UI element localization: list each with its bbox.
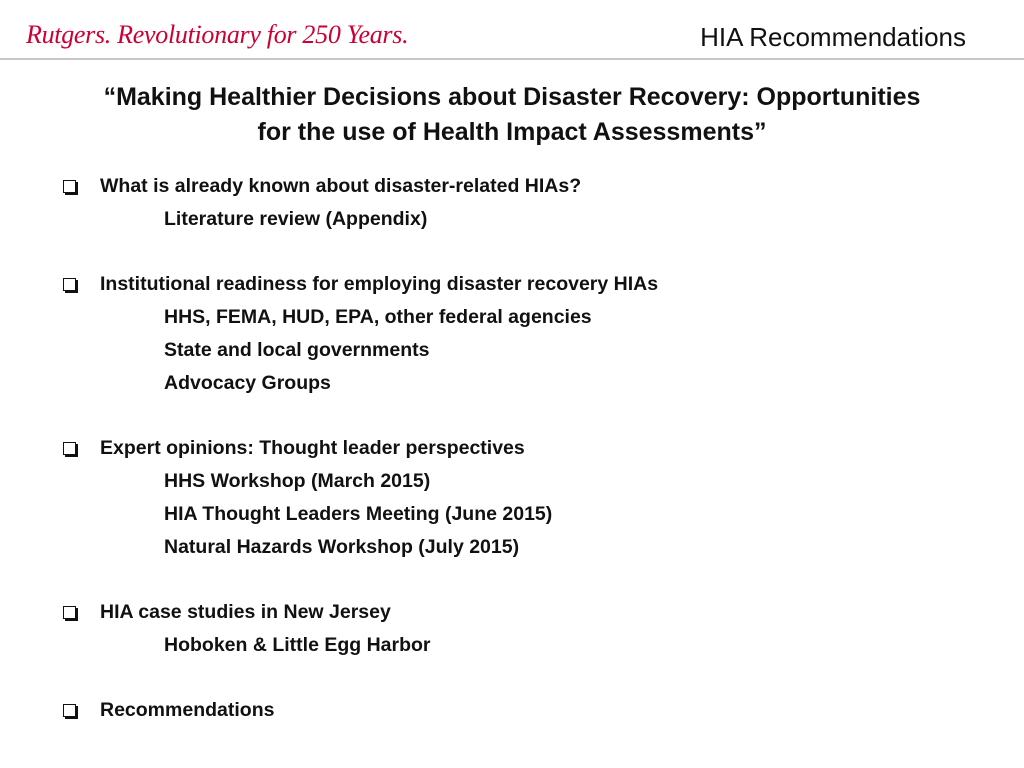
- bullet-label: HIA case studies in New Jersey: [100, 601, 391, 623]
- sub-item: Advocacy Groups: [164, 372, 331, 394]
- bullet-known-hias: [60, 170, 960, 203]
- checkbox-bullet-icon: [63, 278, 76, 291]
- bullet-label: Recommendations: [100, 699, 275, 721]
- slide-title-line-1: “Making Healthier Decisions about Disaster Recovery: Opportunities: [103, 83, 921, 111]
- sub-item: State and local governments: [164, 339, 430, 361]
- sub-item: HHS Workshop (March 2015): [164, 470, 431, 492]
- sub-item: HIA Thought Leaders Meeting (June 2015): [164, 503, 553, 525]
- checkbox-bullet-icon: [63, 606, 76, 619]
- slide-header: [0, 0, 1024, 60]
- sub-item: Hoboken & Little Egg Harbor: [164, 634, 431, 656]
- bullet-label: What is already known about disaster-related HIAs?: [100, 175, 582, 197]
- header-divider: [0, 58, 1024, 60]
- bullet-label: Institutional readiness for employing disaster recovery HIAs: [100, 273, 659, 295]
- slide-title: [20, 80, 1004, 150]
- slide-content: [60, 170, 960, 759]
- bullet-case-studies: [60, 596, 960, 629]
- section-institutional-readiness: [60, 268, 960, 400]
- sub-item: Literature review (Appendix): [164, 208, 428, 230]
- bullet-expert-opinions: [60, 432, 960, 465]
- checkbox-bullet-icon: [63, 704, 76, 717]
- checkbox-bullet-icon: [63, 180, 76, 193]
- bullet-label: Expert opinions: Thought leader perspectives: [100, 437, 525, 459]
- section-case-studies: [60, 596, 960, 662]
- slide-title-line-2: for the use of Health Impact Assessments”: [257, 118, 767, 146]
- slide-section-label: HIA Recommendations: [700, 22, 966, 52]
- section-known-hias: [60, 170, 960, 236]
- section-expert-opinions: [60, 432, 960, 564]
- bullet-recommendations: [60, 694, 960, 727]
- sub-item: Natural Hazards Workshop (July 2015): [164, 536, 520, 558]
- bullet-institutional-readiness: [60, 268, 960, 301]
- section-recommendations: [60, 694, 960, 727]
- sub-item: HHS, FEMA, HUD, EPA, other federal agencies: [164, 306, 592, 328]
- checkbox-bullet-icon: [63, 442, 76, 455]
- rutgers-logo: Rutgers. Revolutionary for 250 Years.: [26, 20, 409, 49]
